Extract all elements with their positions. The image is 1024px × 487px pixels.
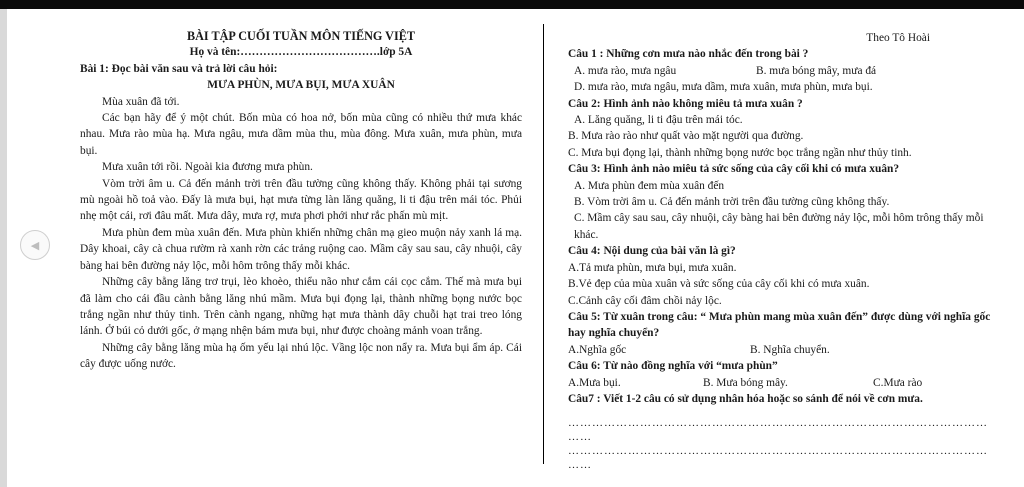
name-line: Họ và tên:……………………………….lớp 5A: [189, 46, 413, 59]
top-bar: [0, 0, 1024, 9]
option: C.Mưa rào: [873, 376, 923, 389]
option: B. mưa bóng mây, mưa đá: [756, 64, 877, 77]
right-page: [568, 30, 1002, 472]
question-2-option-a: [568, 112, 1002, 128]
option: D. mưa rào, mưa ngâu, mưa dầm, mưa xuân, mưa phùn, mưa bụi.: [574, 81, 873, 94]
story-paragraph: Những cây bằng lăng mùa hạ ốm yếu lại nhú lộc. Vầng lộc non nẩy ra. Mưa bụi ẩm áp. Cái cây được uống nước.: [80, 341, 522, 371]
option: B. Mưa rào rào như quất vào mặt người qua đường.: [568, 130, 804, 143]
answer-line[interactable]: ……………………………………………………………………………………………: [568, 417, 988, 430]
story-paragraph: Các bạn hãy để ý một chút. Bốn mùa có hoa nở, bốn mùa cũng có nhiều thứ mưa khác nhau. Mưa rào mùa hạ. Mưa ngâu, mưa dầm mùa thu, mùa đông. Mưa xuân, mưa phùn, mưa bụi.: [80, 112, 522, 157]
option: A. Lăng quăng, li ti đậu trên mái tóc.: [574, 114, 743, 127]
option: C. Mưa bụi đọng lại, thành những bọng nước bọc trắng ngần như thủy tinh.: [568, 146, 912, 159]
option: A. Mưa phùn đem mùa xuân đến: [574, 179, 725, 192]
option: B. Nghĩa chuyển.: [750, 343, 830, 356]
option: A.Mưa bụi.: [568, 376, 621, 389]
question-7: Câu7 : Viết 1-2 câu có sử dụng nhân hóa hoặc so sánh để nói về cơn mưa.: [568, 392, 923, 405]
story-paragraph: Mưa phùn đem mùa xuân đến. Mưa phùn khiến những chân mạ gieo muộn nảy xanh lá mạ. Dây khoai, cây cà chua rườm rà xanh rờn các trảng ruộng cao. Mầm cây sau sau, cây nhuội, cây bàng hai bên đường nảy lộc, mỗi hôm trông thấy mỗi khác.: [80, 226, 522, 272]
question-1-options: [568, 79, 1002, 95]
chevron-left-icon: ◀: [30, 238, 40, 252]
question-3-option-b: [568, 194, 1002, 210]
story-paragraph: Mưa xuân tới rồi. Ngoài kia đương mưa phùn.: [102, 161, 313, 174]
option: A.Nghĩa gốc: [568, 343, 627, 356]
option: B.Vẻ đẹp của mùa xuân và sức sống của cây cối khi có mưa xuân.: [568, 278, 870, 291]
option: C.Cảnh cây cối đâm chồi nảy lộc.: [568, 294, 722, 307]
answer-line[interactable]: ……: [568, 459, 592, 472]
task-instruction: Bài 1: Đọc bài văn sau và trả lời câu hỏi:: [80, 62, 278, 75]
previous-page-button[interactable]: [20, 230, 50, 260]
story-paragraph: Những cây bằng lăng trơ trụi, lèo khoèo, thiểu não như cắm cái cọc cắm. Thế mà mưa bụi đã làm cho cái đầu cành bằng lăng nhú mầm. Mưa bụi đọng lại, thành những bọng nước bọc trắng ngần như thủy tinh. Trên cành ngang, những hạt mưa thành dây chuỗi hạt trai treo lóng lánh. Ở búi cỏ dưới gốc, ở mạng nhện bám mưa bụi, như được choàng mảnh voan trắng.: [80, 276, 522, 338]
question-2: Câu 2: Hình ảnh nào không miêu tả mưa xuân ?: [568, 97, 803, 110]
question-4: Câu 4: Nội dung của bài văn là gì?: [568, 245, 736, 258]
question-5-options: [568, 342, 1002, 358]
question-3-option-a: [568, 178, 1002, 194]
option: C. Mầm cây sau sau, cây nhuội, cây bàng hai bên đường nảy lộc, mỗi hôm trông thấy mỗi khác.: [574, 212, 984, 241]
question-3: Câu 3: Hình ảnh nào miêu tả sức sống của cây cối khi có mưa xuân?: [568, 163, 900, 176]
question-6: Câu 6: Từ nào đồng nghĩa với “mưa phùn”: [568, 360, 778, 373]
question-1-options: [568, 63, 1002, 79]
option: A. mưa rào, mưa ngâu: [574, 64, 677, 77]
story-paragraph: Mùa xuân đã tới.: [102, 95, 180, 108]
option: A.Tả mưa phùn, mưa bụi, mưa xuân.: [568, 261, 737, 274]
option: B. Mưa bóng mây.: [703, 376, 788, 389]
story-paragraph: Vòm trời âm u. Cả đến mảnh trời trên đầu tường cũng không thấy. Không phải tại sương mù ngoài hồ toả vào. Đấy là mưa bụi, hạt mưa từng làn lăng quăng, li ti đậu trên mái tóc. Phủi nhẹ một cái, rơi đâu mất. Mưa dây, mưa rợ, mưa phơi phới như rắc phấn mù mịt.: [80, 177, 522, 223]
option: B. Vòm trời âm u. Cả đến mảnh trời trên đầu tường cũng không thấy.: [574, 196, 890, 209]
story-title: MƯA PHÙN, MƯA BỤI, MƯA XUÂN: [207, 79, 395, 92]
question-5: Câu 5: Từ xuân trong câu: “ Mưa phùn mang mùa xuân đến” được dùng với nghĩa gốc hay nghĩa chuyển?: [568, 310, 991, 340]
worksheet-title: BÀI TẬP CUỐI TUẦN MÔN TIẾNG VIỆT: [186, 29, 415, 43]
page-divider: [543, 24, 544, 464]
question-1: Câu 1 : Những cơn mưa nào nhắc đến trong bài ?: [568, 48, 809, 61]
left-scroll-edge: [0, 9, 7, 487]
answer-line[interactable]: ……………………………………………………………………………………………: [568, 445, 988, 458]
source-credit: Theo Tô Hoài: [866, 32, 930, 44]
answer-area[interactable]: [568, 416, 1002, 472]
left-page: [80, 28, 522, 373]
answer-line[interactable]: ……: [568, 431, 592, 444]
question-6-options: [568, 375, 1002, 391]
